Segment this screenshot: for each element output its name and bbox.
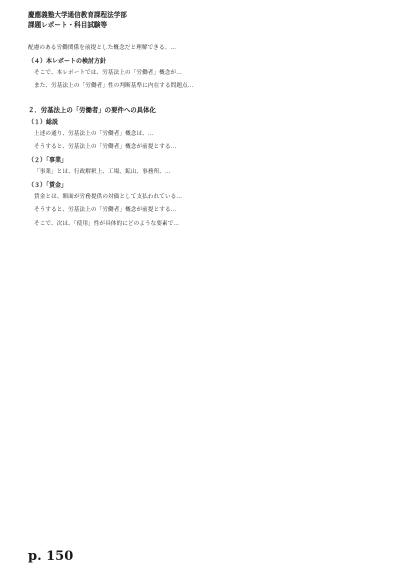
document-header	[28, 10, 382, 30]
header-university: 慶應義塾大学通信教育課程法学部	[28, 11, 127, 19]
subsection-1-heading: （１）総説	[28, 118, 59, 126]
subsection-3-heading: （３）「賃金」	[28, 182, 68, 190]
section-2-heading: ２．労基法上の「労働者」の要件への具体化	[28, 105, 156, 114]
page-number: p. 150	[28, 549, 74, 564]
subsection-2-paragraph-1: 「事業」とは、行政解釈上、工場、鉱山、事務所、…	[34, 169, 171, 176]
subsection-2-heading: （２）「事業」	[28, 157, 68, 165]
section-4-paragraph-1: そこで、本レポートでは、労基法上の「労働者」概念が…	[34, 70, 182, 77]
section-4-heading: （４）本レポートの検討方針	[28, 58, 107, 66]
header-course: 課題レポート・科目試験等	[28, 21, 108, 29]
subsection-3-paragraph-3: そこで、次は、「使用」性が具体的にどのような要素で…	[34, 220, 180, 227]
document-page	[28, 10, 382, 570]
intro-paragraph: 配慮のある労働関係を前提とした概念だと理解できる。…	[28, 45, 177, 51]
subsection-3-paragraph-2: そうすると、労基法上の「労働者」概念が前提とする…	[34, 207, 177, 214]
subsection-1-paragraph-2: そうすると、労基法上の「労働者」概念が前提とする…	[34, 143, 177, 150]
subsection-3-paragraph-1: 賃金とは、額面が労務提供の対価として支払われている…	[34, 194, 183, 201]
subsection-1-paragraph-1: 上述の通り、労基法上の「労働者」概念は、…	[34, 130, 154, 137]
section-4-paragraph-2: また、労基法上の「労働者」性の判断基準に内在する問題点…	[34, 83, 194, 90]
